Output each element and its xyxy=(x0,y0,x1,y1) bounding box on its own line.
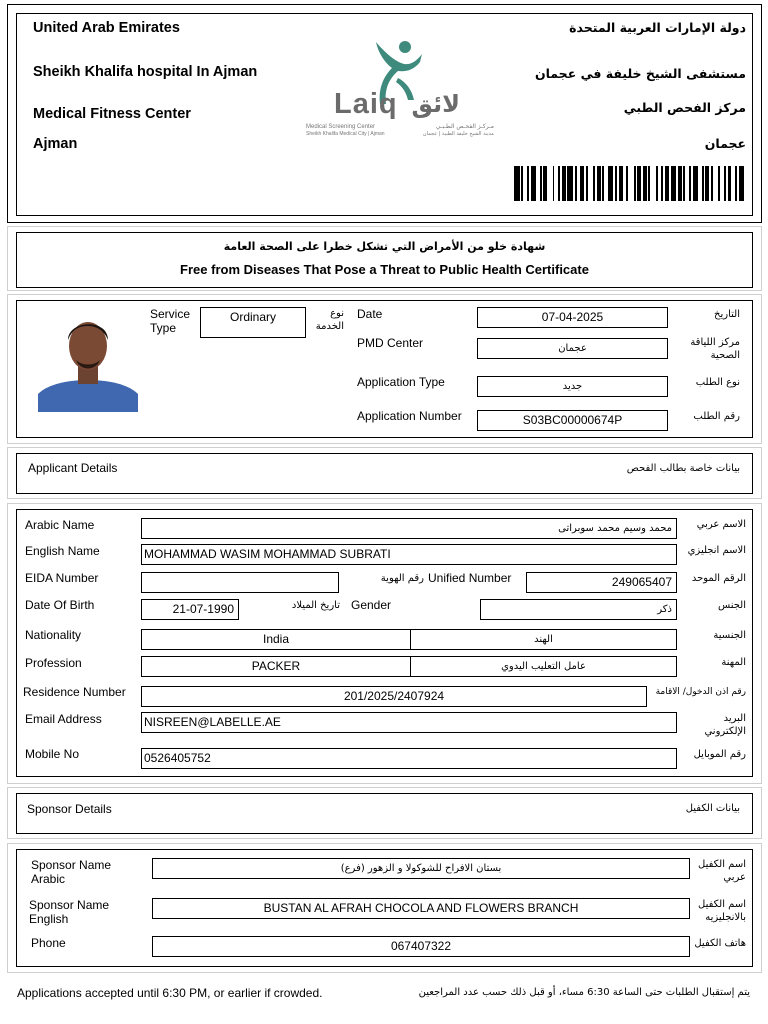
sponsor-name-english-field: BUSTAN AL AFRAH CHOCOLA AND FLOWERS BRANCH xyxy=(152,898,690,919)
date-of-birth-label-ar: تاريخ الميلاد xyxy=(291,600,340,611)
application-number-label: Application Number xyxy=(357,409,462,423)
applicant-photo xyxy=(38,310,138,412)
date-label-ar: التاريخ xyxy=(714,309,740,320)
profession-label: Profession xyxy=(25,656,82,670)
header-country-ar: دولة الإمارات العربية المتحدة xyxy=(569,20,746,35)
arabic-name-label-ar: الاسم عربي xyxy=(696,519,746,530)
gender-field: ذكر xyxy=(480,599,677,620)
sponsor-phone-label: Phone xyxy=(31,936,66,950)
barcode-bar xyxy=(527,166,529,201)
barcode-bar xyxy=(643,166,647,201)
barcode-bar xyxy=(521,166,523,201)
application-type-field: جديد xyxy=(477,376,668,397)
profession-label-ar: المهنة xyxy=(721,657,746,668)
barcode-bar xyxy=(637,166,641,201)
barcode-bar xyxy=(575,166,577,201)
residence-number-label: Residence Number xyxy=(23,685,126,699)
date-field: 07-04-2025 xyxy=(477,307,668,328)
footer-note-ar: يتم إستقبال الطلبات حتى الساعة 6:30 مساء، أو قبل ذلك حسب عدد المراجعين xyxy=(418,987,750,998)
email-address-label: Email Address xyxy=(25,712,102,726)
nationality-label: Nationality xyxy=(25,628,82,642)
barcode xyxy=(514,166,746,201)
logo-sub-ar2: مدينة الشيخ خليفة الطبية | عجمان xyxy=(422,131,494,137)
nationality-en-field: India xyxy=(141,629,411,650)
barcode-bar xyxy=(739,166,745,201)
nationality-ar-field: الهند xyxy=(410,629,677,650)
unified-number-label: Unified Number xyxy=(428,571,512,585)
header-country-en: United Arab Emirates xyxy=(33,20,180,36)
header-center-ar: مركز الفحص الطبي xyxy=(623,100,746,115)
logo-text-en: Laiq xyxy=(334,88,398,120)
unified-number-label-ar: الرقم الموحد xyxy=(691,573,746,584)
applicant-details-title-ar: بيانات خاصة بطالب الفحص xyxy=(626,463,740,474)
date-label: Date xyxy=(357,307,383,321)
barcode-bar xyxy=(553,166,555,201)
barcode-bar xyxy=(619,166,623,201)
barcode-bar xyxy=(608,166,614,201)
residence-number-field: 201/2025/2407924 xyxy=(141,686,647,707)
sponsor-name-arabic-field: بستان الافراح للشوكولا و الزهور (فرع) xyxy=(152,858,690,879)
barcode-bar xyxy=(615,166,617,201)
date-of-birth-label: Date Of Birth xyxy=(25,598,95,612)
mobile-number-label-ar: رقم الموبايل xyxy=(693,749,746,760)
profession-ar-field: عامل التعليب اليدوي xyxy=(410,656,677,677)
barcode-bar xyxy=(580,166,584,201)
nationality-label-ar: الجنسية xyxy=(713,630,746,641)
header-city-ar: عجمان xyxy=(704,136,746,151)
header-hospital-en: Sheikh Khalifa hospital In Ajman xyxy=(33,64,258,80)
logo-text-ar: لائق xyxy=(411,90,460,118)
laiq-logo xyxy=(300,38,500,142)
header-city-en: Ajman xyxy=(33,136,78,152)
barcode-bar xyxy=(626,166,628,201)
arabic-name-label: Arabic Name xyxy=(25,518,95,532)
footer-note-en: Applications accepted until 6:30 PM, or earlier if crowded. xyxy=(17,986,323,1000)
eida-number-field xyxy=(141,572,339,593)
english-name-label: English Name xyxy=(25,544,100,558)
barcode-bar xyxy=(634,166,636,201)
pmd-center-label-ar: مركز اللياقة الصحية xyxy=(690,337,740,361)
sponsor-name-arabic-label: Sponsor Name Arabic xyxy=(31,858,112,886)
applicant-details-title: Applicant Details xyxy=(28,461,118,475)
barcode-bar xyxy=(514,166,520,201)
pmd-center-label: PMD Center xyxy=(357,336,424,350)
mobile-number-label: Mobile No xyxy=(25,747,80,761)
barcode-bar xyxy=(683,166,685,201)
barcode-bar xyxy=(724,166,726,201)
barcode-bar xyxy=(558,166,560,201)
sponsor-phone-label-ar: هاتف الكفيل xyxy=(694,938,746,949)
barcode-bar xyxy=(531,166,537,201)
barcode-bar xyxy=(711,166,713,201)
application-number-label-ar: رقم الطلب xyxy=(693,411,740,422)
certificate-title-en: Free from Diseases That Pose a Threat to Public Health Certificate xyxy=(180,262,589,277)
barcode-bar xyxy=(693,166,699,201)
header-center-en: Medical Fitness Center xyxy=(33,106,191,122)
barcode-bar xyxy=(540,166,542,201)
barcode-bar xyxy=(702,166,704,201)
email-address-field: NISREEN@LABELLE.AE xyxy=(141,712,677,733)
barcode-bar xyxy=(671,166,677,201)
barcode-bar xyxy=(602,166,604,201)
logo-sub-ar: مـركـز الفحـص الطـبـي xyxy=(435,123,494,130)
english-name-label-ar: الاسم انجليزي xyxy=(687,545,746,556)
person-photo-icon xyxy=(38,310,138,412)
date-of-birth-field: 21-07-1990 xyxy=(141,599,239,620)
barcode-bar xyxy=(597,166,601,201)
sponsor-name-english-label-ar: اسم الكفيل بالانجليزيه xyxy=(698,899,746,923)
barcode-bar xyxy=(689,166,691,201)
barcode-bar xyxy=(678,166,682,201)
sponsor-details-title: Sponsor Details xyxy=(27,802,112,816)
eida-number-label: EIDA Number xyxy=(25,571,99,585)
profession-en-field: PACKER xyxy=(141,656,411,677)
barcode-bar xyxy=(586,166,588,201)
header-hospital-ar: مستشفى الشيخ خليفة في عجمان xyxy=(534,66,746,81)
barcode-bar xyxy=(665,166,669,201)
service-type-field: Ordinary xyxy=(200,307,306,338)
barcode-bar xyxy=(728,166,732,201)
barcode-bar xyxy=(705,166,709,201)
barcode-bar xyxy=(656,166,658,201)
mobile-number-field: 0526405752 xyxy=(141,748,677,769)
unified-number-field: 249065407 xyxy=(526,572,677,593)
gender-label-ar: الجنس xyxy=(717,600,746,611)
logo-sub-en: Medical Screening Center xyxy=(306,124,376,130)
application-type-label-ar: نوع الطلب xyxy=(695,377,740,388)
arabic-name-field: محمد وسيم محمد سوبراتى xyxy=(141,518,677,539)
residence-number-label-ar: رقم اذن الدخول/ الاقامة xyxy=(655,687,746,697)
barcode-bar xyxy=(593,166,595,201)
barcode-bar xyxy=(648,166,650,201)
sponsor-name-arabic-label-ar: اسم الكفيل عربي xyxy=(698,859,746,883)
service-type-label: Service Type xyxy=(150,307,191,335)
sponsor-phone-field: 067407322 xyxy=(152,936,690,957)
english-name-field: MOHAMMAD WASIM MOHAMMAD SUBRATI xyxy=(141,544,677,565)
barcode-bar xyxy=(735,166,737,201)
barcode-bar xyxy=(718,166,720,201)
gender-label: Gender xyxy=(351,598,392,612)
logo-sub-en2: Sheikh Khalifa Medical City | Ajman xyxy=(306,131,385,137)
barcode-bar xyxy=(543,166,547,201)
barcode-bar xyxy=(567,166,573,201)
eida-number-label-ar: رقم الهوية xyxy=(380,573,424,584)
laiq-figure-icon xyxy=(300,38,500,108)
pmd-center-field: عجمان xyxy=(477,338,668,359)
sponsor-name-english-label: Sponsor Name English xyxy=(29,898,110,926)
application-type-label: Application Type xyxy=(357,375,445,389)
barcode-bar xyxy=(562,166,566,201)
certificate-title-ar: شهادة خلو من الأمراض التي تشكل خطرا على الصحة العامة xyxy=(223,240,546,253)
application-number-field: S03BC00000674P xyxy=(477,410,668,431)
sponsor-details-title-ar: بيانات الكفيل xyxy=(685,803,740,814)
service-type-label-ar: نوع الخدمة xyxy=(315,308,344,332)
email-address-label-ar: البريد الإلكتروني xyxy=(704,713,746,737)
barcode-bar xyxy=(661,166,663,201)
